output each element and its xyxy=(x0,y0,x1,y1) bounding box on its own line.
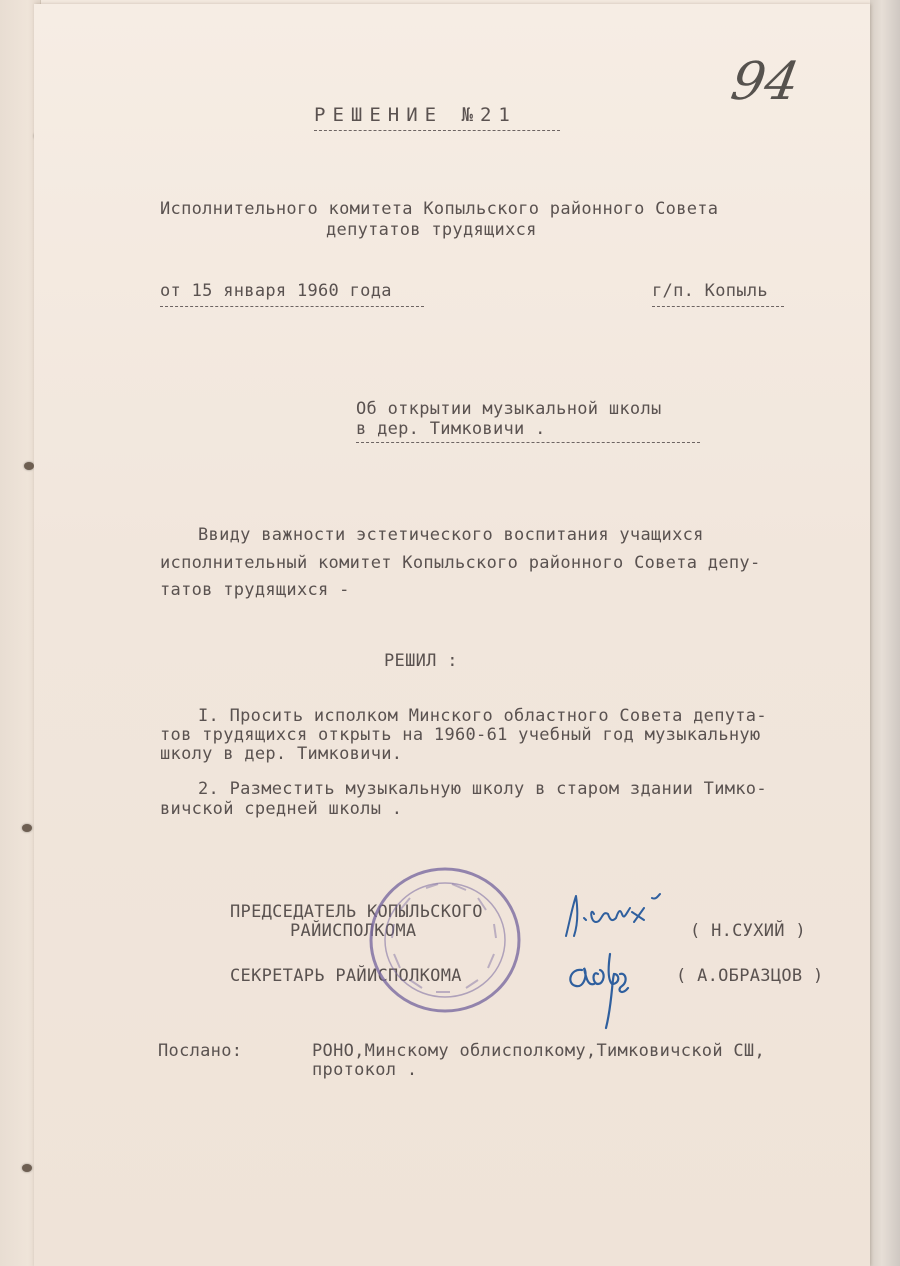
secretary-title: СЕКРЕТАРЬ РАЙИСПОЛКОМА xyxy=(230,966,462,986)
official-seal-stamp xyxy=(366,864,524,1016)
issuer-line-1: Исполнительного комитета Копыльского районного Совета xyxy=(160,199,719,219)
item-1-line-2: тов трудящихся открыть на 1960-61 учебный год музыкальную xyxy=(160,725,761,745)
secretary-name: ( А.ОБРАЗЦОВ ) xyxy=(676,966,824,986)
sent-to-label: Послано: xyxy=(158,1041,243,1061)
chairman-signature xyxy=(556,884,666,942)
item-2-line-2: вичской средней школы . xyxy=(160,799,403,819)
resolved-heading: РЕШИЛ : xyxy=(384,651,458,671)
document-place: г/п. Копыль xyxy=(652,281,768,301)
item-1-line-1: I. Просить исполком Минского областного Совета депута- xyxy=(198,706,767,726)
binding-hole xyxy=(24,462,34,470)
sent-to-line-2: протокол . xyxy=(312,1060,418,1080)
binding-hole xyxy=(22,1164,32,1172)
place-underline xyxy=(652,306,784,307)
preamble-line-3: татов трудящихся - xyxy=(160,580,350,600)
subject-line-2: в дер. Тимковичи . xyxy=(356,419,546,439)
preamble-line-2: исполнительный комитет Копыльского районного Совета депу- xyxy=(160,553,761,573)
title-underline xyxy=(314,130,560,131)
stacked-pages-edge xyxy=(870,0,900,1266)
date-underline xyxy=(160,306,424,307)
binding-hole xyxy=(22,824,32,832)
sent-to-line-1: РОНО,Минскому облисполкому,Тимковичской СШ, xyxy=(312,1041,765,1061)
document-sheet xyxy=(34,4,870,1266)
document-date: от 15 января 1960 года xyxy=(160,281,392,301)
chairman-title-1: ПРЕДСЕДАТЕЛЬ КОПЫЛЬСКОГО xyxy=(230,902,483,922)
preamble-line-1: Ввиду важности эстетического воспитания учащихся xyxy=(198,525,704,545)
document-title: РЕШЕНИЕ №21 xyxy=(314,104,517,126)
chairman-title-2: РАЙИСПОЛКОМА xyxy=(290,921,417,941)
issuer-line-2: депутатов трудящихся xyxy=(326,220,537,240)
chairman-name: ( Н.СУХИЙ ) xyxy=(690,921,806,941)
item-2-line-1: 2. Разместить музыкальную школу в старом здании Тимко- xyxy=(198,779,767,799)
page-number: 94 xyxy=(726,52,804,112)
item-1-line-3: школу в дер. Тимковичи. xyxy=(160,744,403,764)
subject-line-1: Об открытии музыкальной школы xyxy=(356,399,662,419)
subject-underline xyxy=(356,442,700,443)
secretary-signature xyxy=(562,944,638,1036)
